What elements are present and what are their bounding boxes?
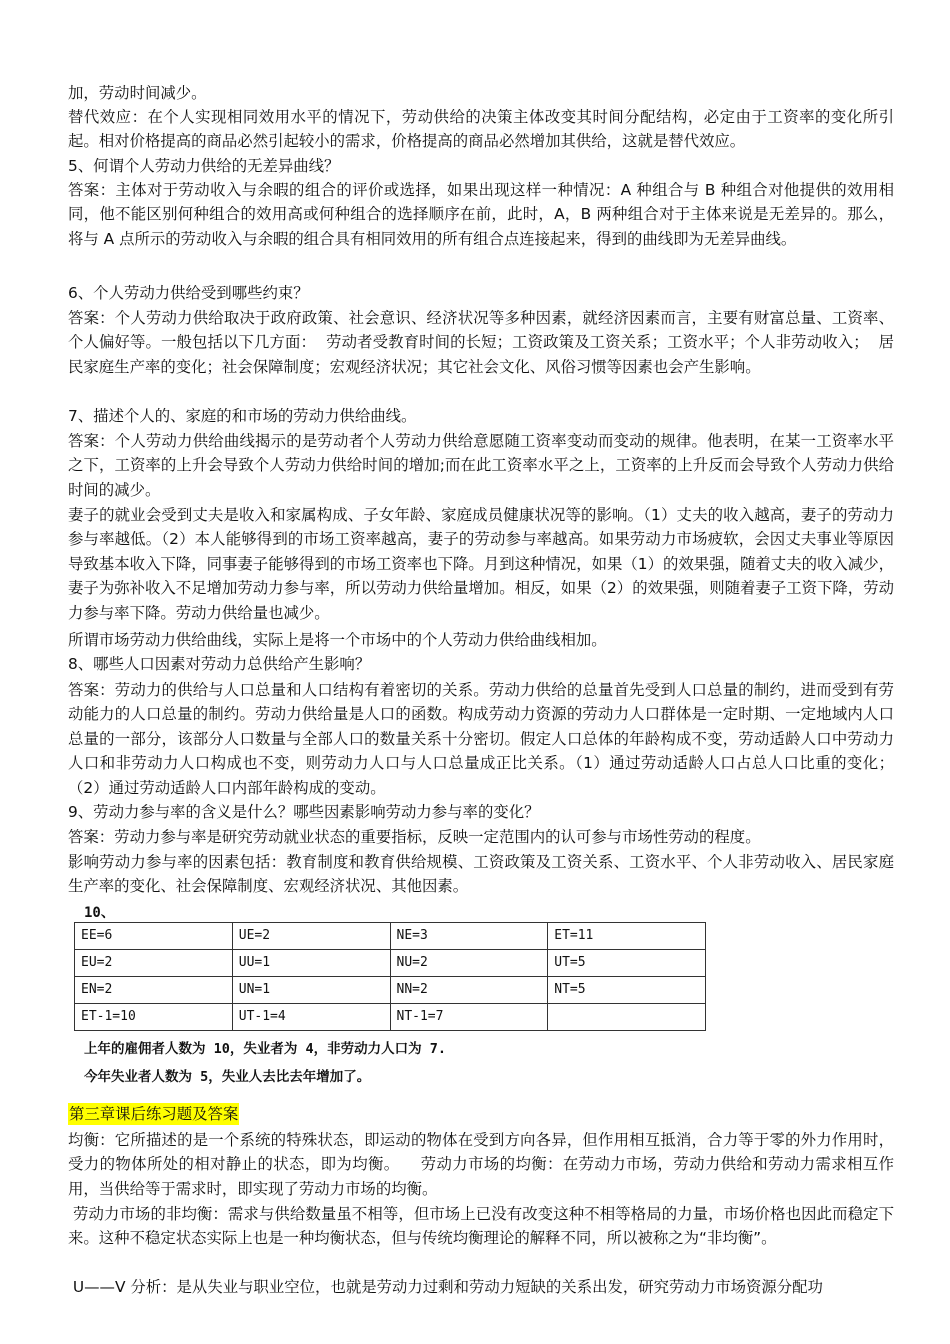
paragraph-equilibrium: 均衡：它所描述的是一个系统的特殊状态，即运动的物体在受到方向各异，但作用相互抵消，合力等于零的外力作用时，受力的物体所处的相对静止的状态，即为均衡。 劳动力市场的均衡：在劳动力市场，劳动力供给和劳动力需求相互作用，当供给等于需求时，即实现了劳动力市场的均衡。 <box>68 1131 894 1198</box>
paragraph-market-supply-curve: 所谓市场劳动力供给曲线，实际上是将一个市场中的个人劳动力供给曲线相加。 <box>68 631 607 649</box>
question-6: 6、个人劳动力供给受到哪些约束？ <box>68 284 309 302</box>
answer-9: 答案：劳动力参与率是研究劳动就业状态的重要指标，反映一定范围内的认可参与市场性劳动的程度。 <box>68 828 761 846</box>
table-cell: NU=2 <box>390 950 548 977</box>
note-last-year: 上年的雇佣者人数为 10，失业者为 4，非劳动力人口为 7. <box>84 1041 447 1057</box>
chapter-3-heading: 第三章课后练习题及答案 <box>69 1105 239 1123</box>
question-10-label: 10、 <box>84 905 115 921</box>
paragraph-substitution-effect: 替代效应：在个人实现相同效用水平的情况下，劳动供给的决策主体改变其时间分配结构，必定由于工资率的变化所引起。相对价格提高的商品必然引起较小的需求，价格提高的商品必然增加其供给，这就是替代效应。 <box>68 108 894 151</box>
table-cell: ET-1=10 <box>75 1004 233 1031</box>
table-cell: EU=2 <box>75 950 233 977</box>
answer-6: 答案：个人劳动力供给取决于政府政策、社会意识、经济状况等多种因素，就经济因素而言，主要有财富总量、工资率、个人偏好等。一般包括以下几方面： 劳动者受教育时间的长短；工资政策及工资关系；工资水平；个人非劳动收入； 居民家庭生产率的变化；社会保障制度；宏观经济状况；其它社会文化、风俗习惯等因素也会产生影响。 <box>68 309 894 376</box>
table-cell: NT-1=7 <box>390 1004 548 1031</box>
table-cell: UN=1 <box>232 977 390 1004</box>
paragraph-income-effect-end: 加，劳动时间减少。 <box>68 84 207 102</box>
table-cell <box>548 1004 706 1031</box>
table-cell: UT=5 <box>548 950 706 977</box>
answer-5: 答案：主体对于劳动收入与余暇的组合的评价或选择，如果出现这样一种情况：A 种组合与 B 种组合对他提供的效用相同，他不能区别何种组合的效用高或何种组合的选择顺序在前，此时，A，B 两种组合对于主体来说是无差异的。那么，将与 A 点所示的劳动收入与余暇的组合具有相同效用的所有组合点连接起来，得到的曲线即为无差异曲线。 <box>68 181 894 248</box>
answer-7: 答案：个人劳动力供给曲线揭示的是劳动者个人劳动力供给意愿随工资率变动而变动的规律。他表明，在某一工资率水平之下，工资率的上升会导致个人劳动力供给时间的增加;而在此工资率水平之上，工资率的上升反而会导致个人劳动力供给时间的减少。 <box>68 432 894 499</box>
labor-flow-table <box>74 922 706 1031</box>
paragraph-participation-factors: 影响劳动力参与率的因素包括：教育制度和教育供给规模、工资政策及工资关系、工资水平、个人非劳动收入、居民家庭生产率的变化、社会保障制度、宏观经济状况、其他因素。 <box>68 853 894 896</box>
question-5: 5、何谓个人劳动力供给的无差异曲线？ <box>68 157 340 175</box>
table-row <box>75 977 706 1004</box>
table-cell: NN=2 <box>390 977 548 1004</box>
table-cell: NT=5 <box>548 977 706 1004</box>
table-cell: UT-1=4 <box>232 1004 390 1031</box>
table-row <box>75 1004 706 1031</box>
table-cell: UE=2 <box>232 923 390 950</box>
paragraph-disequilibrium: 劳动力市场的非均衡：需求与供给数量虽不相等，但市场上已没有改变这种不相等格局的力量，市场价格也因此而稳定下来。这种不稳定状态实际上也是一种均衡状态，但与传统均衡理论的解释不同，所以被称之为“非均衡”。 <box>68 1205 894 1248</box>
question-8: 8、哪些人口因素对劳动力总供给产生影响？ <box>68 655 371 673</box>
answer-8: 答案：劳动力的供给与人口总量和人口结构有着密切的关系。劳动力供给的总量首先受到人口总量的制约，进而受到有劳动能力的人口总量的制约。劳动力供给量是人口的函数。构成劳动力资源的劳动力人口群体是一定时期、一定地域内人口总量的一部分，该部分人口数量与全部人口的数量关系十分密切。假定人口总体的年龄构成不变，劳动适龄人口中劳动力人口和非劳动力人口构成也不变，则劳动力人口与人口总量成正比关系。（1）通过劳动适龄人口占总人口比重的变化；（2）通过劳动适龄人口内部年龄构成的变动。 <box>68 681 894 797</box>
table-row <box>75 923 706 950</box>
table-cell: NE=3 <box>390 923 548 950</box>
table-cell: EE=6 <box>75 923 233 950</box>
table-row <box>75 950 706 977</box>
table-cell: EN=2 <box>75 977 233 1004</box>
question-7: 7、描述个人的、家庭的和市场的劳动力供给曲线。 <box>68 407 417 425</box>
note-this-year: 今年失业者人数为 5，失业人去比去年增加了。 <box>84 1069 371 1085</box>
paragraph-uv-analysis: U——V 分析：是从失业与职业空位，也就是劳动力过剩和劳动力短缺的关系出发，研究劳动力市场资源分配功 <box>68 1278 823 1296</box>
paragraph-wife-employment: 妻子的就业会受到丈夫是收入和家属构成、子女年龄、家庭成员健康状况等的影响。（1）丈夫的收入越高，妻子的劳动力参与率越低。（2）本人能够得到的市场工资率越高，妻子的劳动参与率越高。如果劳动力市场疲软，会因丈夫事业等原因导致基本收入下降，同事妻子能够得到的市场工资率也下降。月到这种情况，如果（1）的效果强，随着丈夫的收入减少，妻子为弥补收入不足增加劳动力参与率，所以劳动力供给量增加。相反，如果（2）的效果强，则随着妻子工资下降，劳动力参与率下降。劳动力供给量也减少。 <box>68 506 894 622</box>
table-cell: UU=1 <box>232 950 390 977</box>
question-9: 9、劳动力参与率的含义是什么？哪些因素影响劳动力参与率的变化？ <box>68 803 540 821</box>
table-cell: ET=11 <box>548 923 706 950</box>
